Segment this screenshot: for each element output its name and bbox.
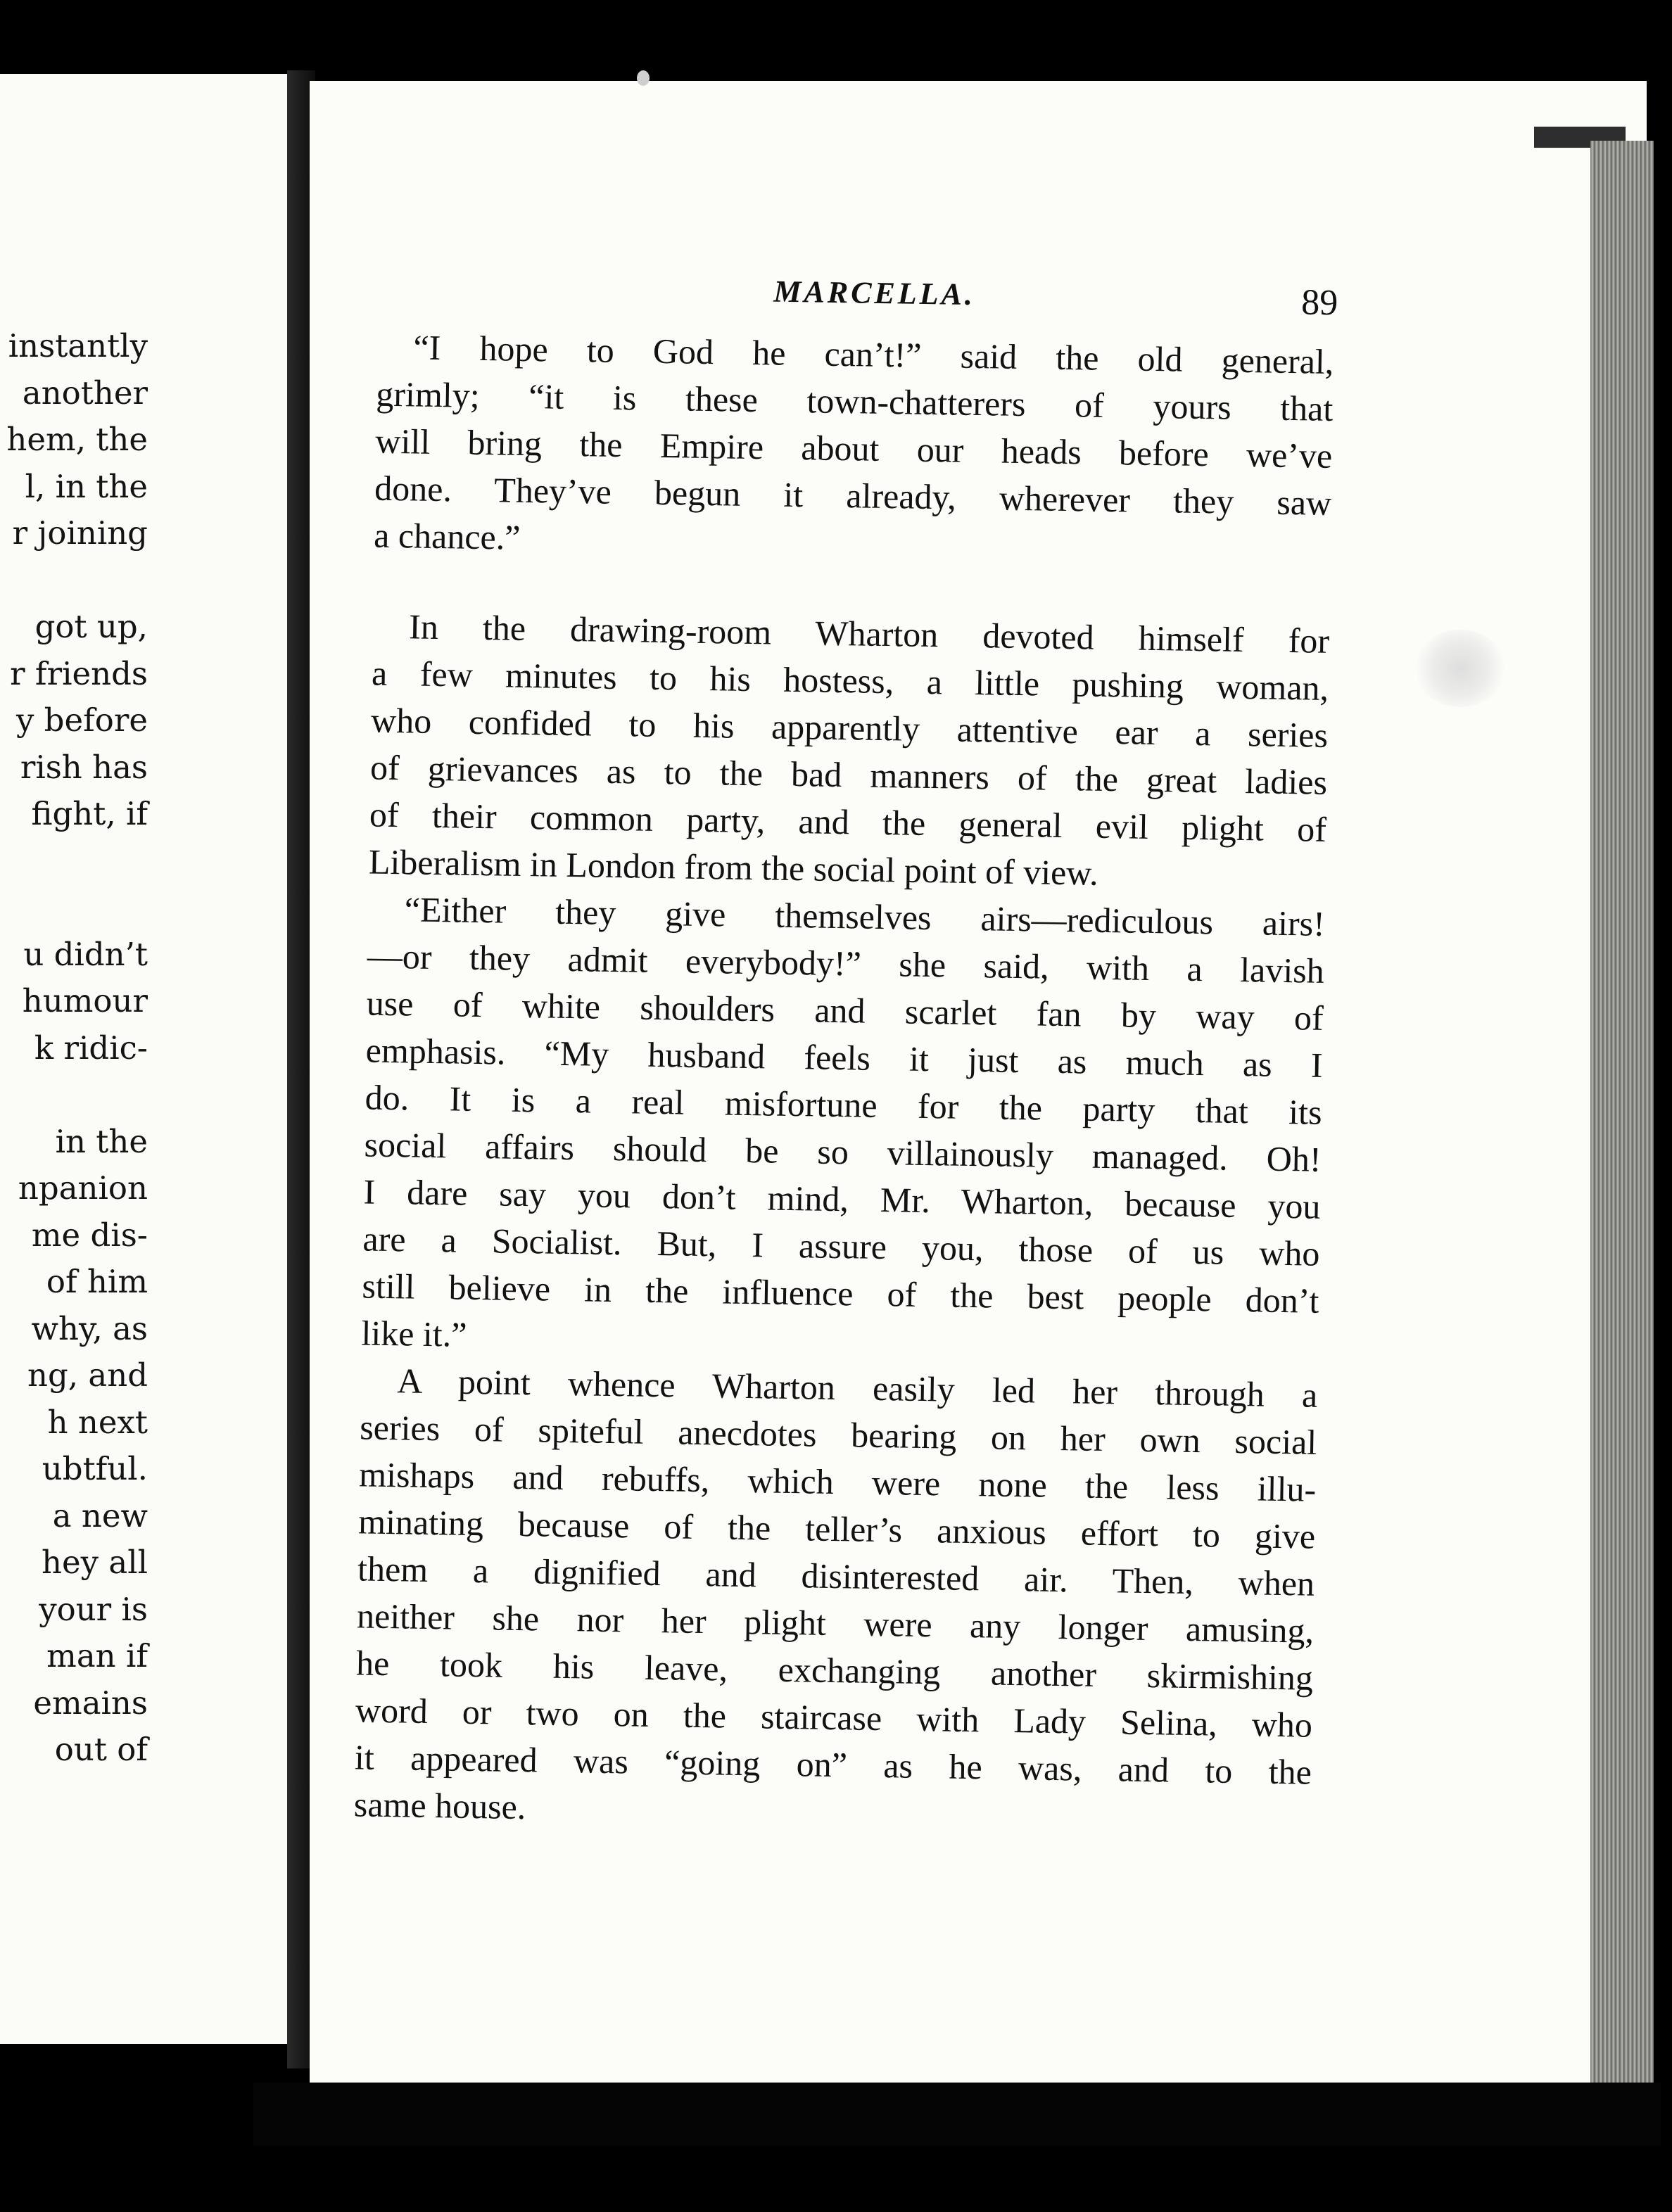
text-line: still believe in the influence of the best people don’t xyxy=(362,1266,1319,1321)
left-page-line: humour xyxy=(22,982,148,1019)
text-line: —or they admit everybody!” she said, with a lavish xyxy=(367,936,1325,991)
text-line: like it.” xyxy=(361,1313,467,1354)
text-line: minating because of the teller’s anxious effort to give xyxy=(357,1501,1316,1556)
left-page-line: of him xyxy=(46,1263,148,1300)
text-line: do. It is a real misfortune for the party that its xyxy=(365,1077,1322,1132)
text-line: are a Socialist. But, I assure you, those of us who xyxy=(362,1219,1320,1273)
left-page-line: a new xyxy=(52,1496,148,1534)
left-page-line: y before xyxy=(15,701,148,739)
paragraph xyxy=(374,324,1334,574)
text-line: word or two on the staircase with Lady Selina, who xyxy=(355,1690,1313,1745)
left-page-line: l, in the xyxy=(25,467,148,505)
text-line: Liberalism in London from the social point of view. xyxy=(368,841,1099,893)
text-line: a few minutes to his hostess, a little pushing woman, xyxy=(371,653,1329,708)
page-block-edge xyxy=(1590,141,1654,2097)
left-page-line: me dis- xyxy=(31,1216,148,1254)
text-line: mishaps and rebuffs, which were none the less illu- xyxy=(358,1454,1317,1509)
left-page-line: in the xyxy=(55,1122,148,1160)
running-title: MARCELLA. xyxy=(773,274,976,312)
text-line: them a dignified and disinterested air. Then, when xyxy=(357,1549,1315,1603)
text-line: grimly; “it is these town-chatterers of yours that xyxy=(375,374,1334,428)
text-line: emphasis. “My husband feels it just as much as I xyxy=(365,1030,1324,1085)
body-text xyxy=(353,324,1334,1843)
left-page-line: instantly xyxy=(8,327,148,364)
left-page-line: h next xyxy=(47,1403,148,1441)
left-page-line: ubtful. xyxy=(42,1450,148,1487)
text-line: it appeared was “going on” as he was, and to the xyxy=(354,1737,1312,1792)
left-page-line: another xyxy=(22,374,148,412)
left-page-line: hey all xyxy=(42,1544,148,1581)
left-page-line: fight, if xyxy=(31,795,148,832)
scan-speck xyxy=(637,70,650,86)
text-line: same house. xyxy=(353,1784,526,1827)
text-line: neither she nor her plight were any longer amusing, xyxy=(356,1596,1315,1651)
text-line: a chance.” xyxy=(373,515,521,557)
left-page-line: emains xyxy=(33,1684,148,1722)
left-page-line: got up, xyxy=(34,608,148,645)
text-line: “Either they give themselves airs—rediculous airs! xyxy=(404,889,1326,943)
left-page-line: man if xyxy=(46,1637,148,1674)
paragraph xyxy=(361,886,1325,1372)
text-line: will bring the Empire about our heads before we’ve xyxy=(374,421,1333,476)
left-page-line: your is xyxy=(39,1590,148,1628)
paragraph xyxy=(368,603,1329,901)
text-line: “I hope to God he can’t!” said the old general, xyxy=(413,327,1334,381)
text-line: social affairs should be so villainously managed. Oh! xyxy=(364,1124,1322,1179)
left-page-line: why, as xyxy=(31,1309,148,1347)
left-page-line: out of xyxy=(54,1731,148,1768)
text-line: A point whence Wharton easily led her through a xyxy=(396,1361,1318,1415)
text-line: series of spiteful anecdotes bearing on her own social xyxy=(359,1407,1317,1462)
text-line: I dare say you don’t mind, Mr. Wharton, because you xyxy=(363,1171,1321,1226)
text-line: done. They’ve begun it already, wherever they saw xyxy=(374,468,1332,523)
left-page xyxy=(0,74,291,2044)
paragraph xyxy=(353,1356,1317,1843)
paper-blemish xyxy=(1414,630,1506,707)
text-line: of grievances as to the bad manners of the great ladies xyxy=(369,747,1328,802)
left-page-line: u didn’t xyxy=(23,935,148,973)
text-line: who confided to his apparently attentive ear a series xyxy=(370,700,1329,755)
text-line: he took his leave, exchanging another skirmishing xyxy=(355,1643,1314,1698)
text-line: In the drawing-room Wharton devoted himself for xyxy=(408,606,1330,661)
left-page-line: hem, the xyxy=(6,421,148,458)
page-number: 89 xyxy=(1300,282,1338,324)
left-page-line: r friends xyxy=(10,654,148,692)
left-page-line: rish has xyxy=(20,748,148,786)
scan-bottom-edge xyxy=(253,2083,1661,2146)
left-page-line: r joining xyxy=(12,514,148,552)
text-line: use of white shoulders and scarlet fan by way of xyxy=(366,983,1324,1038)
left-page-line: npanion xyxy=(18,1169,148,1207)
left-page-line: k ridic- xyxy=(34,1029,148,1067)
text-line: of their common party, and the general evil plight of xyxy=(369,794,1327,849)
left-page-line: ng, and xyxy=(27,1356,148,1394)
